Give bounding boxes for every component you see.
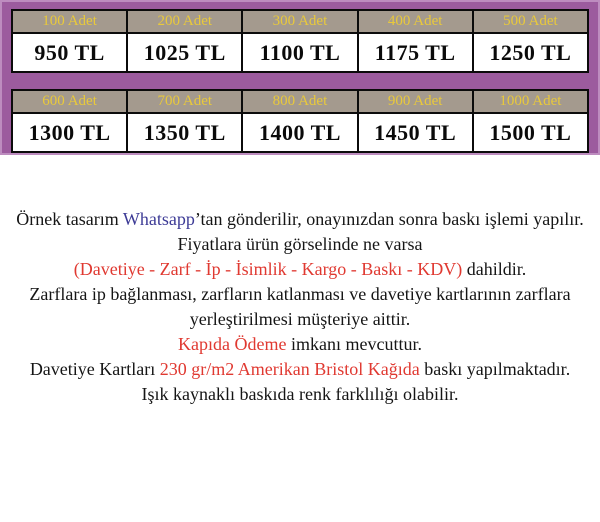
price-cell: 1175 TL [358,33,473,72]
qty-header-cell: 200 Adet [127,10,242,33]
pricing-banner [0,0,600,155]
qty-header-cell: 900 Adet [358,90,473,113]
price-cell: 1100 TL [242,33,357,72]
price-row [12,113,588,152]
note-text: Davetiye Kartları [29,359,160,379]
qty-header-cell: 400 Adet [358,10,473,33]
qty-header-cell: 500 Adet [473,10,588,33]
qty-header-cell: 1000 Adet [473,90,588,113]
qty-header-cell: 300 Adet [242,10,357,33]
note-text: ’tan gönderilir, onayınızdan sonra baskı işlemi yapılır. [194,209,584,229]
price-cell: 1250 TL [473,33,588,72]
price-table-2 [11,89,589,153]
note-text: Fiyatlara ürün görselinde ne varsa [177,234,423,254]
included-items-red: (Davetiye - Zarf - İp - İsimlik - Kargo - Baskı - KDV) [73,259,463,279]
note-text: baskı yapılmaktadır. [419,359,571,379]
notes-section [0,155,600,407]
note-design-approval [0,207,600,232]
price-row [12,33,588,72]
note-paper-quality [0,357,600,407]
whatsapp-highlight: Whatsapp [122,209,195,229]
price-cell: 1450 TL [358,113,473,152]
price-table-1 [11,9,589,73]
price-cell: 1300 TL [12,113,127,152]
price-cell: 1400 TL [242,113,357,152]
price-cell: 1025 TL [127,33,242,72]
note-text: dahildir. [462,259,527,279]
cod-red: Kapıda Ödeme [178,334,287,354]
quantity-header-row [12,10,588,33]
note-included-intro [0,232,600,282]
price-cell: 1350 TL [127,113,242,152]
note-cash-on-delivery [0,332,600,357]
note-assembly [0,282,600,332]
qty-header-cell: 800 Adet [242,90,357,113]
note-text: Zarflara ip bağlanması, zarfların katlanması ve davetiye kartlarının zarflara [29,284,571,304]
quantity-header-row [12,90,588,113]
note-text: Örnek tasarım [16,209,123,229]
price-cell: 950 TL [12,33,127,72]
note-text: imkanı mevcuttur. [286,334,422,354]
qty-header-cell: 100 Adet [12,10,127,33]
note-text: Işık kaynaklı baskıda renk farklılığı olabilir. [141,384,459,404]
qty-header-cell: 700 Adet [127,90,242,113]
paper-red: 230 gr/m2 Amerikan Bristol Kağıda [159,359,420,379]
note-text: yerleştirilmesi müşteriye aittir. [189,309,411,329]
price-cell: 1500 TL [473,113,588,152]
qty-header-cell: 600 Adet [12,90,127,113]
